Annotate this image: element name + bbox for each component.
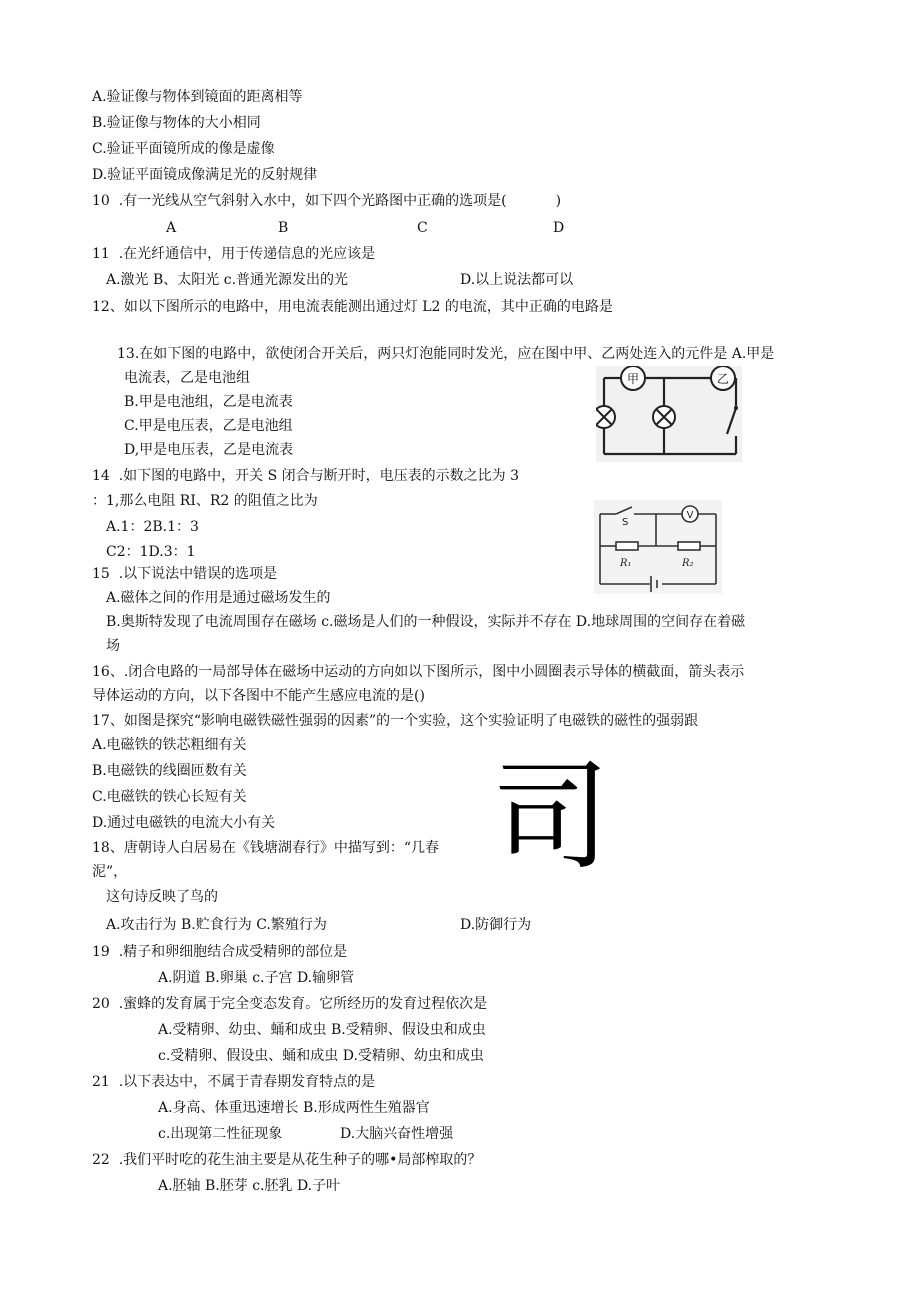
- svg-text:甲: 甲: [626, 372, 640, 386]
- q17-option-c: C.电磁铁的铁心长短有关: [92, 789, 247, 805]
- q22-options: A.胚轴 B.胚芽 c.胚乳 D.子叶: [158, 1178, 341, 1194]
- q16-stem-cont: 导体运动的方向，以下各图中不能产生感应电流的是(): [92, 688, 425, 704]
- q14-resistor-r2: [678, 542, 700, 550]
- q21-options-ab: A.身高、体重迅速增长 B.形成两性生殖器官: [158, 1100, 430, 1116]
- q18-stem-cont2: 这句诗反映了鸟的: [106, 889, 218, 905]
- q14-circuit-figure: [594, 500, 722, 594]
- q20-stem: 20 .蜜蜂的发育属于完全变态发育。它所经历的发育过程依次是: [92, 996, 488, 1012]
- q18-stem: 18、唐朝诗人白居易在《钱塘湖春行》中描写到：“几春: [92, 840, 439, 856]
- svg-text:乙: 乙: [716, 372, 730, 386]
- q9-option-c: C.验证平面镜所成的像是虚像: [92, 141, 275, 157]
- q10-fig-label-b: B: [278, 220, 289, 236]
- q14-stem: 14 .如下图的电路中，开关 S 闭合与断开时，电压表的示数之比为 3: [92, 468, 520, 484]
- q14-r2-label: R₂: [682, 558, 694, 569]
- q18-options-abc: A.攻击行为 B.贮食行为 C.繁殖行为: [106, 917, 327, 933]
- q15-option-a: A.磁体之间的作用是通过磁场发生的: [106, 590, 331, 606]
- q22-stem: 22 .我们平时吃的花生油主要是从花生种子的哪•局部榨取的？: [92, 1152, 482, 1168]
- q18-stem-cont: 泥”，: [92, 864, 128, 880]
- q12-stem: 12、如以下图所示的电路中，用电流表能测出通过灯 L2 的电流，其中正确的电路是: [92, 299, 613, 315]
- q11-stem: 11 .在光纤通信中，用于传递信息的光应该是: [92, 246, 376, 262]
- q14-switch-label: S: [622, 517, 629, 528]
- q13-switch-icon: [734, 406, 738, 410]
- q20-options-ab: A.受精卵、幼虫、蛹和成虫 B.受精卵、假设虫和成虫: [158, 1022, 486, 1038]
- q9-option-d: D.验证平面镜成像满足光的反射规律: [92, 167, 318, 183]
- q20-options-cd: c.受精卵、假设虫、蛹和成虫 D.受精卵、幼虫和成虫: [158, 1048, 484, 1064]
- q16-stem: 16、.闭合电路的一局部导体在磁场中运动的方向如以下图所示，图中小圆圈表示导体的横截面，箭头表示: [92, 664, 745, 680]
- q13-circuit-figure: [596, 366, 742, 462]
- q14-resistor-r1: [616, 542, 638, 550]
- q17-option-b: B.电磁铁的线圈匝数有关: [92, 763, 247, 779]
- q14-r1-label: R₁: [620, 558, 632, 569]
- q21-option-c: c.出现第二性征现象: [158, 1126, 283, 1142]
- q17-option-a: A.电磁铁的铁芯粗细有关: [92, 737, 247, 753]
- q15-stem: 15 .以下说法中错误的选项是: [92, 566, 278, 582]
- q15-options-bcd: B.奥斯特发现了电流周围存在磁场 c.磁场是人们的一种假设，实际并不存在 D.地球周围的空间存在着磁: [106, 614, 746, 630]
- q10-fig-label-d: D: [553, 220, 565, 236]
- q10-stem: 10 .有一光线从空气斜射入水中，如下四个光路图中正确的选项是( ): [92, 193, 562, 209]
- q14-voltmeter-icon: [682, 506, 698, 522]
- q9-option-b: B.验证像与物体的大小相同: [92, 115, 261, 131]
- q13-meter-jia: [621, 366, 645, 390]
- q11-option-d: D.以上说法都可以: [460, 272, 574, 288]
- q21-option-d: D.大脑兴奋性增强: [340, 1126, 454, 1142]
- q13-lamp-2-icon: [653, 406, 675, 428]
- q13-option-b: B.甲是电池组，乙是电流表: [124, 394, 293, 410]
- q19-options: A.阴道 B.卵巢 c.子宫 D.输卵管: [158, 970, 355, 986]
- q14-stem-cont: ：1,那么电阻 RI、R2 的阻值之比为: [92, 493, 318, 509]
- q14-options-cd: C2：1D.3：1: [106, 544, 196, 560]
- q10-fig-label-a: A: [166, 220, 177, 236]
- q13-lamp-1-icon: [596, 406, 615, 428]
- q13-stem: 13.在如下图的电路中，欲使闭合开关后，两只灯泡能同时发光，应在图中甲、乙两处连入的元件是 A.甲是: [117, 346, 775, 362]
- q19-stem: 19 .精子和卵细胞结合成受精卵的部位是: [92, 944, 348, 960]
- large-character: 司: [492, 748, 611, 886]
- q15-options-cont: 场: [106, 638, 120, 654]
- q13-option-c: C.甲是电压表，乙是电池组: [124, 418, 293, 434]
- q13-meter-yi: [711, 366, 735, 390]
- q21-stem: 21 .以下表达中，不属于青春期发育特点的是: [92, 1074, 376, 1090]
- q11-options-left: A.激光 B、太阳光 c.普通光源发出的光: [106, 272, 349, 288]
- q17-stem: 17、如图是探究“影响电磁铁磁性强弱的因素”的一个实验，这个实验证明了电磁铁的磁性的强弱跟: [92, 713, 699, 729]
- q13-option-d: D,甲是电压表，乙是电流表: [124, 442, 294, 458]
- q13-option-a-cont: 电流表，乙是电池组: [124, 370, 250, 386]
- svg-text:V: V: [686, 510, 694, 521]
- q9-option-a: A.验证像与物体到镜面的距离相等: [92, 89, 303, 105]
- q17-option-d: D.通过电磁铁的电流大小有关: [92, 815, 276, 831]
- q14-options-ab: A.1：2B.1：3: [106, 519, 199, 535]
- q10-fig-label-c: C: [417, 220, 428, 236]
- q18-option-d: D.防御行为: [460, 917, 532, 933]
